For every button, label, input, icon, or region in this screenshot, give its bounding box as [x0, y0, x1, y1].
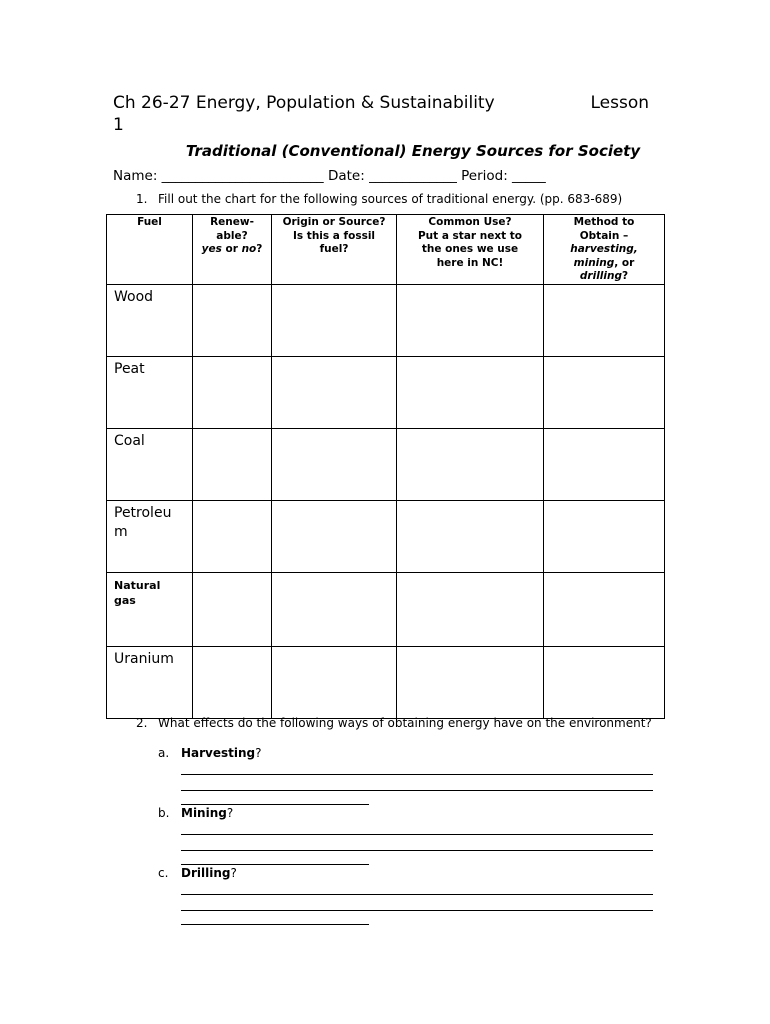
- question-1-text: Fill out the chart for the following sources of traditional energy. (pp. 683-689): [158, 192, 623, 206]
- table-row: [107, 285, 665, 357]
- answer-cell[interactable]: [397, 501, 544, 573]
- answer-cell[interactable]: [272, 647, 397, 719]
- header-origin: Origin or Source? Is this a fossil fuel?: [272, 215, 397, 285]
- table-row: [107, 501, 665, 573]
- answer-cell[interactable]: [397, 285, 544, 357]
- answer-cell[interactable]: [544, 429, 665, 501]
- answer-cell[interactable]: [397, 357, 544, 429]
- header-fuel: Fuel: [107, 215, 193, 285]
- answer-cell[interactable]: [397, 573, 544, 647]
- question-2: [136, 716, 656, 730]
- answer-cell[interactable]: [272, 285, 397, 357]
- answer-line[interactable]: [181, 864, 369, 865]
- answer-cell[interactable]: [397, 647, 544, 719]
- table-row: [107, 647, 665, 719]
- table-row: [107, 357, 665, 429]
- part-a: a. Harvesting?: [158, 746, 262, 760]
- answer-cell[interactable]: [544, 573, 665, 647]
- answer-line[interactable]: [181, 910, 653, 911]
- fuel-cell: Petroleu m: [107, 501, 193, 573]
- question-2-text: What effects do the following ways of obtaining energy have on the environment?: [158, 716, 652, 730]
- header-renewable: Renew- able? yes or no?: [193, 215, 272, 285]
- question-2-number: 2.: [136, 716, 148, 730]
- part-c: c. Drilling?: [158, 866, 237, 880]
- answer-cell[interactable]: [193, 647, 272, 719]
- answer-cell[interactable]: [272, 501, 397, 573]
- answer-line[interactable]: [181, 790, 653, 791]
- answer-cell[interactable]: [272, 429, 397, 501]
- fuel-cell: Peat: [107, 357, 193, 429]
- lesson-number: 1: [113, 115, 124, 135]
- lesson-label: Lesson: [590, 93, 649, 113]
- answer-cell[interactable]: [193, 573, 272, 647]
- answer-line[interactable]: [181, 804, 369, 805]
- part-b: b. Mining?: [158, 806, 234, 820]
- table-row: [107, 429, 665, 501]
- worksheet-title: Ch 26-27 Energy, Population & Sustainability: [113, 93, 495, 113]
- answer-cell[interactable]: [544, 501, 665, 573]
- answer-cell[interactable]: [272, 357, 397, 429]
- answer-cell[interactable]: [193, 501, 272, 573]
- answer-cell[interactable]: [544, 357, 665, 429]
- answer-line[interactable]: [181, 850, 653, 851]
- name-date-period-line: Name: ________________________ Date: _____________ Period: _____: [113, 168, 546, 184]
- energy-sources-table: [106, 214, 665, 719]
- answer-cell[interactable]: [193, 285, 272, 357]
- answer-cell[interactable]: [272, 573, 397, 647]
- question-1: [136, 192, 622, 206]
- header: [113, 92, 653, 136]
- answer-cell[interactable]: [193, 429, 272, 501]
- answer-cell[interactable]: [397, 429, 544, 501]
- table-header-row: [107, 215, 665, 285]
- header-method: Method to Obtain – harvesting, mining, or drilling?: [544, 215, 665, 285]
- answer-line[interactable]: [181, 924, 369, 925]
- answer-line[interactable]: [181, 894, 653, 895]
- answer-line[interactable]: [181, 834, 653, 835]
- question-1-number: 1.: [136, 192, 148, 206]
- answer-cell[interactable]: [193, 357, 272, 429]
- fuel-cell: Wood: [107, 285, 193, 357]
- page-subtitle: Traditional (Conventional) Energy Sources for Society: [185, 142, 641, 160]
- answer-cell[interactable]: [544, 285, 665, 357]
- answer-cell[interactable]: [544, 647, 665, 719]
- table-row: [107, 573, 665, 647]
- answer-line[interactable]: [181, 774, 653, 775]
- fuel-cell: Coal: [107, 429, 193, 501]
- fuel-cell: Natural gas: [107, 573, 193, 647]
- header-common-use: Common Use? Put a star next to the ones we use here in NC!: [397, 215, 544, 285]
- fuel-cell: Uranium: [107, 647, 193, 719]
